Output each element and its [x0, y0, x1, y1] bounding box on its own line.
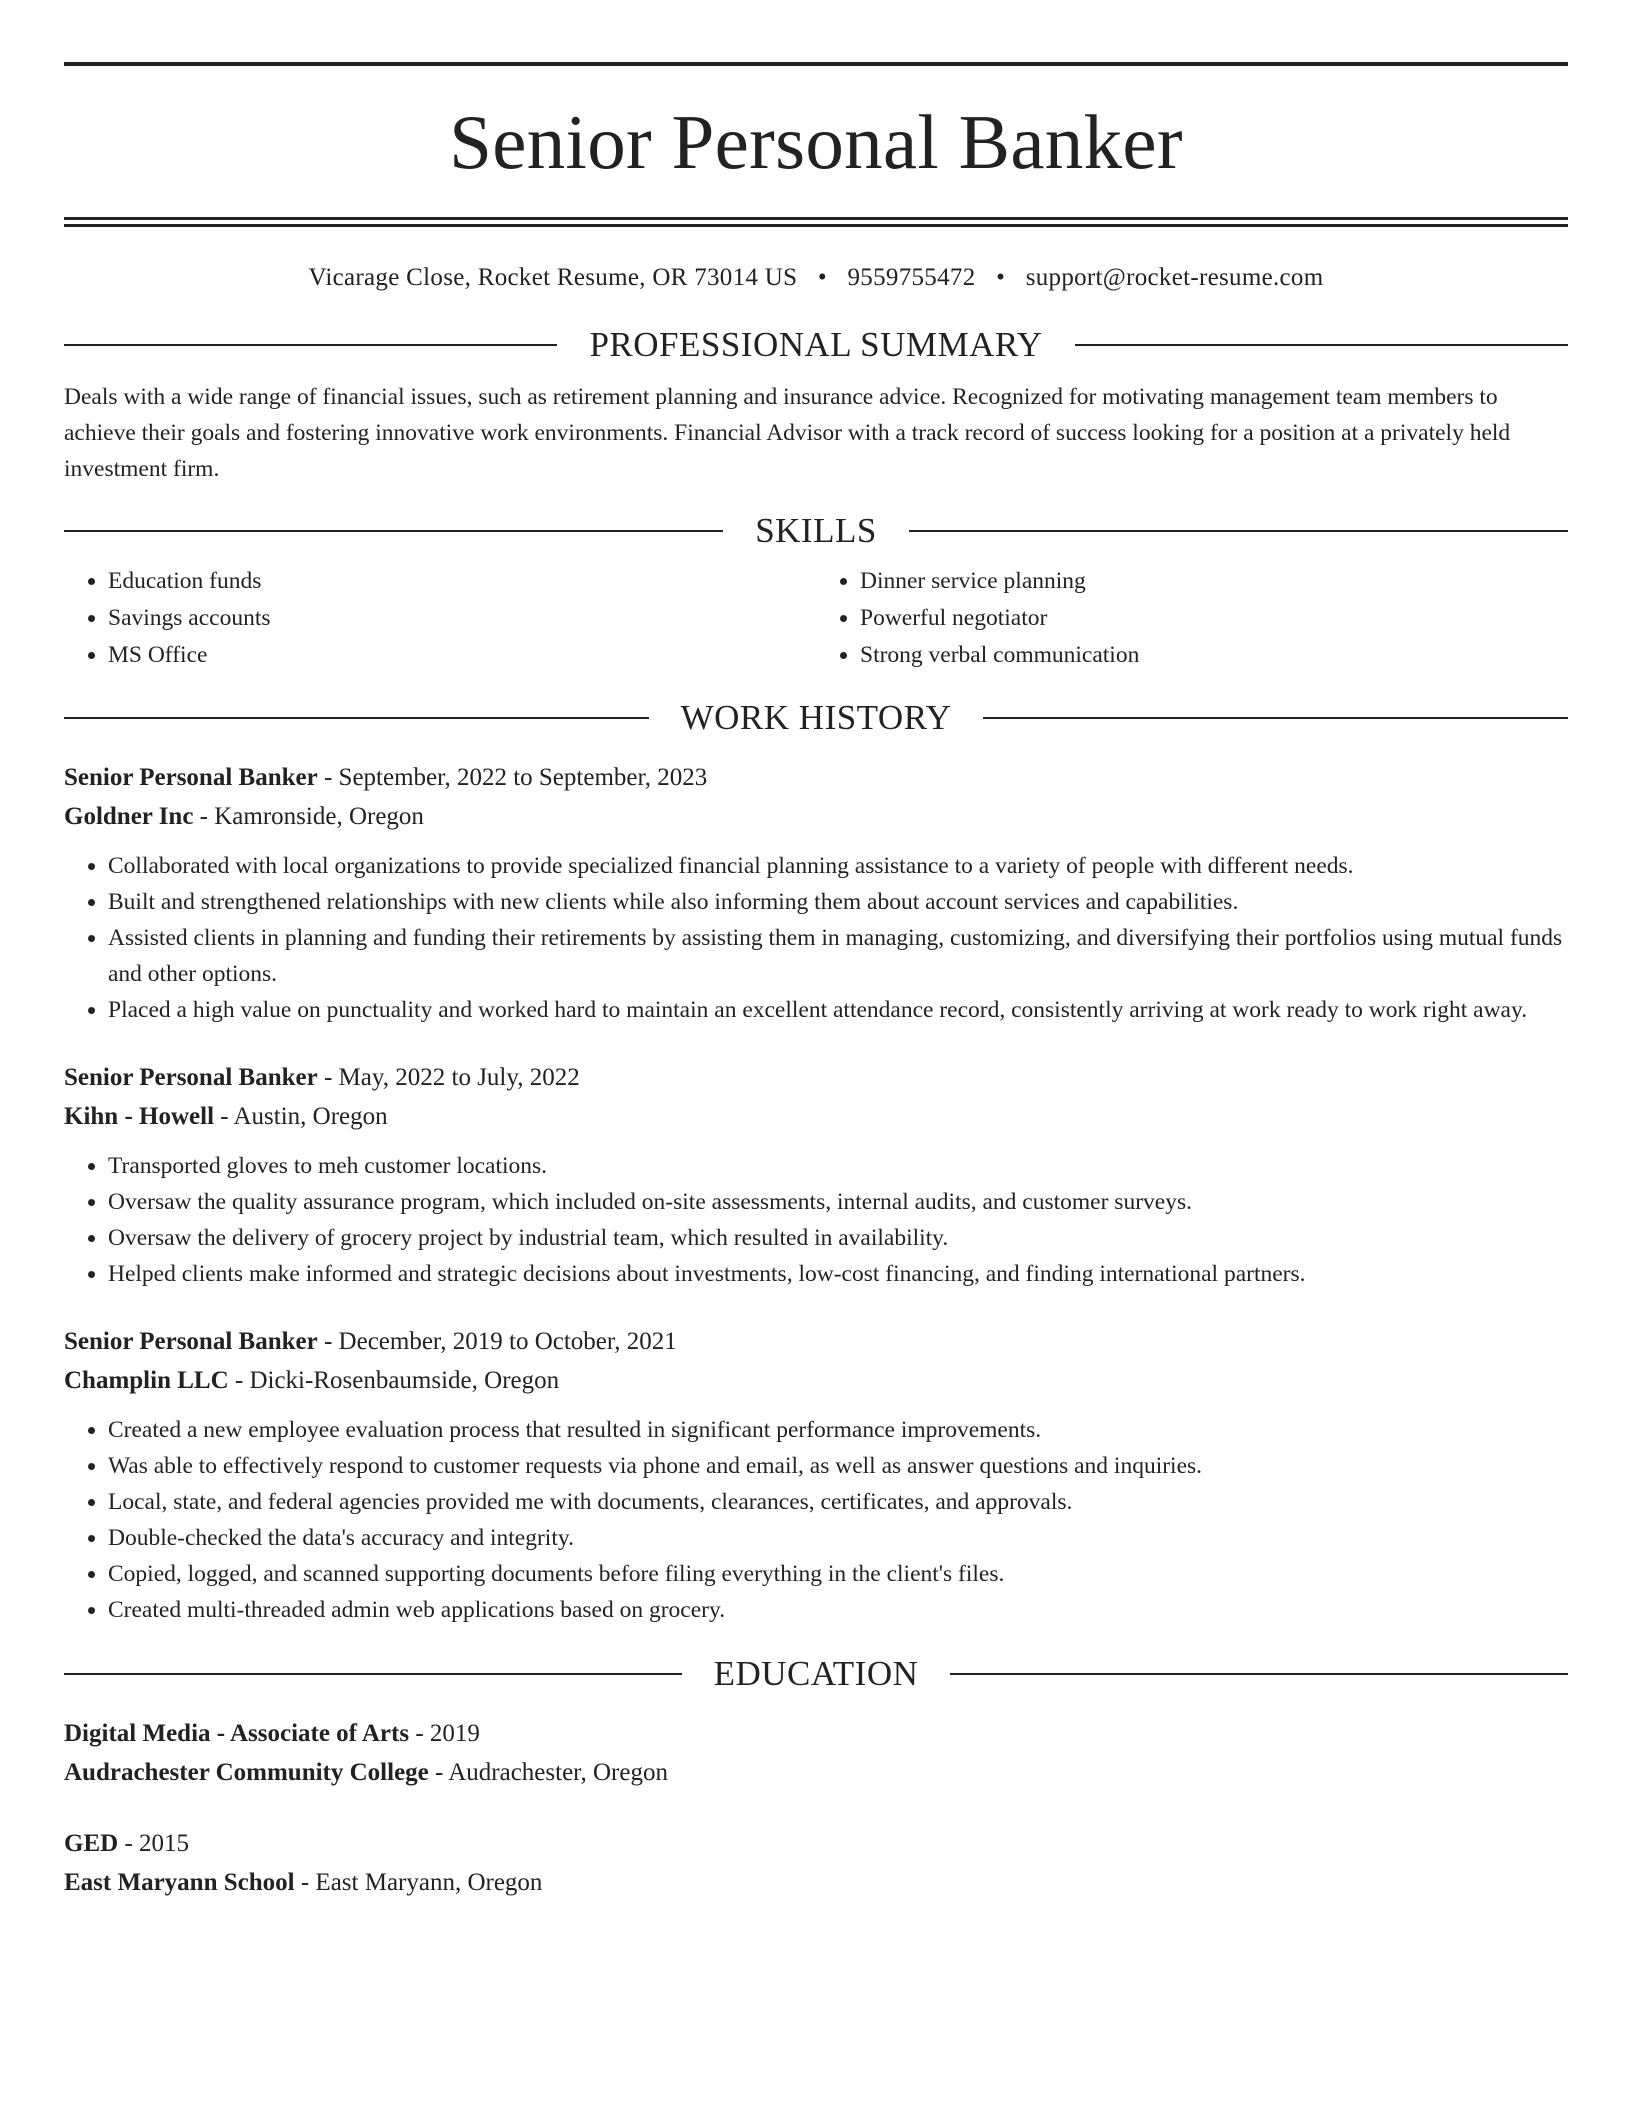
- job-bullets: [64, 1412, 1568, 1628]
- skill-item: • MS Office: [108, 637, 816, 674]
- section-title: EDUCATION: [713, 1654, 919, 1693]
- summary-text: Deals with a wide range of financial issues, such as retirement planning and insurance advice. Recognized for motivating management team members to achieve their goals and fostering innovative work environments. Financial Advisor with a track record of success looking for a position at a privately held investment firm.: [64, 384, 1511, 482]
- job-location: - Dicki-Rosenbaumside, Oregon: [228, 1367, 560, 1394]
- heading-rule: [64, 344, 557, 346]
- list-item: • Copied, logged, and scanned supporting documents before filing everything in the client's files.: [108, 1556, 1568, 1592]
- education-year: - 2019: [409, 1720, 480, 1747]
- job-title-line: [64, 1322, 1568, 1361]
- education-school-line: [64, 1753, 1568, 1792]
- job-company: Goldner Inc: [64, 803, 194, 830]
- skills-column-right: [816, 563, 1568, 674]
- skill-item: • Dinner service planning: [860, 563, 1568, 600]
- job-company-line: [64, 797, 1568, 836]
- job-title: Senior Personal Banker: [64, 764, 318, 791]
- contact-separator: •: [817, 264, 827, 291]
- list-item: • Was able to effectively respond to customer requests via phone and email, as well as answer questions and inquiries.: [108, 1448, 1568, 1484]
- education-location: - Audrachester, Oregon: [428, 1759, 668, 1786]
- job-title-line: [64, 758, 1568, 797]
- job-dates: - May, 2022 to July, 2022: [317, 1064, 580, 1091]
- education-school: Audrachester Community College: [64, 1759, 429, 1786]
- list-item: • Collaborated with local organizations to provide specialized financial planning assistance to a variety of people with different needs.: [108, 848, 1568, 884]
- list-item: • Helped clients make informed and strategic decisions about investments, low-cost financing, and finding international partners.: [108, 1256, 1568, 1292]
- heading-rule: [1075, 344, 1568, 346]
- section-education-heading: [64, 1652, 1568, 1696]
- list-item: • Double-checked the data's accuracy and integrity.: [108, 1520, 1568, 1556]
- section-work-heading: [64, 696, 1568, 740]
- skill-item: • Strong verbal communication: [860, 637, 1568, 674]
- list-item: • Local, state, and federal agencies provided me with documents, clearances, certificates, and approvals.: [108, 1484, 1568, 1520]
- contact-email: support@rocket-resume.com: [1025, 264, 1324, 291]
- list-item: • Created multi-threaded admin web applications based on grocery.: [108, 1592, 1568, 1628]
- job-entry: [64, 1322, 1568, 1628]
- education-degree-line: [64, 1714, 1568, 1753]
- section-skills-heading: [64, 509, 1568, 553]
- heading-rule: [950, 1673, 1568, 1675]
- job-location: - Austin, Oregon: [214, 1103, 388, 1130]
- list-item: • Created a new employee evaluation process that resulted in significant performance improvements.: [108, 1412, 1568, 1448]
- education-degree: GED: [64, 1830, 119, 1857]
- heading-rule: [909, 530, 1568, 532]
- skills-column-left: [64, 563, 816, 674]
- job-title: Senior Personal Banker: [64, 1064, 318, 1091]
- job-dates: - December, 2019 to October, 2021: [317, 1328, 677, 1355]
- job-location: - Kamronside, Oregon: [193, 803, 424, 830]
- heading-rule: [64, 717, 649, 719]
- job-title-line: [64, 1058, 1568, 1097]
- top-rule: [64, 62, 1568, 66]
- job-company-line: [64, 1361, 1568, 1400]
- double-rule: [64, 217, 1568, 227]
- job-entry: [64, 758, 1568, 1028]
- job-dates: - September, 2022 to September, 2023: [317, 764, 708, 791]
- heading-rule: [64, 530, 723, 532]
- list-item: • Built and strengthened relationships with new clients while also informing them about account services and capabilities.: [108, 884, 1568, 920]
- education-entry: [64, 1714, 1568, 1792]
- skill-item: • Education funds: [108, 563, 816, 600]
- heading-rule: [64, 1673, 682, 1675]
- heading-rule: [983, 717, 1568, 719]
- education-degree-line: [64, 1824, 1568, 1863]
- job-title: Senior Personal Banker: [64, 1328, 318, 1355]
- section-summary-heading: [64, 323, 1568, 367]
- skills-list: [64, 563, 1568, 674]
- education-year: - 2015: [118, 1830, 190, 1857]
- education-degree: Digital Media - Associate of Arts: [64, 1720, 410, 1747]
- job-company: Kihn - Howell: [64, 1103, 215, 1130]
- list-item: • Assisted clients in planning and funding their retirements by assisting them in managing, customizing, and diversifying their portfolios using mutual funds and other options.: [108, 920, 1568, 992]
- education-location: - East Maryann, Oregon: [294, 1869, 543, 1896]
- contact-phone: 9559755472: [847, 264, 976, 291]
- education-school-line: [64, 1863, 1568, 1902]
- job-company-line: [64, 1097, 1568, 1136]
- list-item: • Oversaw the quality assurance program, which included on-site assessments, internal audits, and customer surveys.: [108, 1184, 1568, 1220]
- job-entry: [64, 1058, 1568, 1292]
- education-school: East Maryann School: [64, 1869, 295, 1896]
- section-title: SKILLS: [755, 511, 877, 550]
- list-item: • Oversaw the delivery of grocery project by industrial team, which resulted in availability.: [108, 1220, 1568, 1256]
- contact-separator: •: [996, 264, 1006, 291]
- resume-name: Senior Personal Banker: [449, 99, 1183, 185]
- skill-item: • Powerful negotiator: [860, 600, 1568, 637]
- section-title: WORK HISTORY: [680, 698, 952, 737]
- job-bullets: [64, 1148, 1568, 1292]
- list-item: • Placed a high value on punctuality and worked hard to maintain an excellent attendance record, consistently arriving at work ready to work right away.: [108, 992, 1568, 1028]
- skill-item: • Savings accounts: [108, 600, 816, 637]
- section-title: PROFESSIONAL SUMMARY: [589, 325, 1043, 364]
- job-company: Champlin LLC: [64, 1367, 229, 1394]
- contact-address: Vicarage Close, Rocket Resume, OR 73014 US: [308, 264, 798, 291]
- list-item: • Transported gloves to meh customer locations.: [108, 1148, 1568, 1184]
- contact-line: [64, 263, 1568, 293]
- job-bullets: [64, 848, 1568, 1028]
- education-entry: [64, 1824, 1568, 1902]
